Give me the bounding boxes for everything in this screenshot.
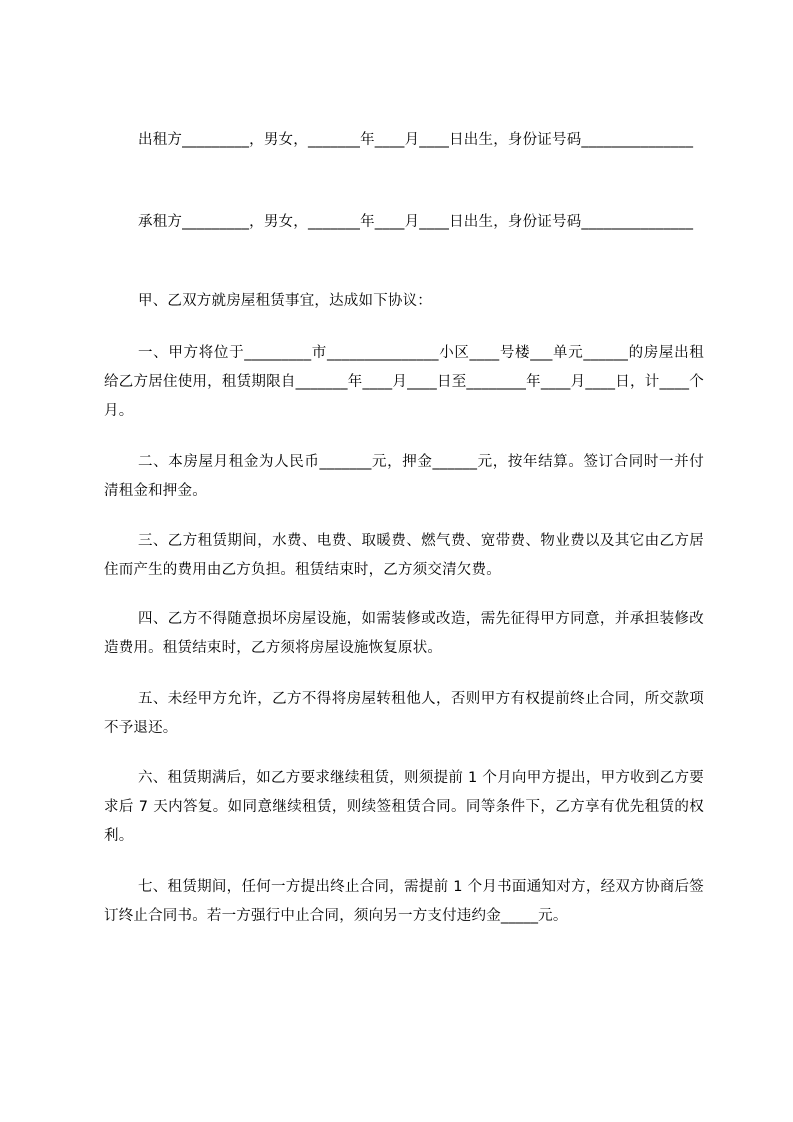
clause-3-paragraph: 三、乙方租赁期间，水费、电费、取暖费、燃气费、宽带费、物业费以及其它由乙方居住而产生的费用由乙方负担。租赁结束时，乙方须交清欠费。 xyxy=(104,533,704,578)
lessee-info-paragraph: 承租方_________，男女，_______年____月____日出生，身份证号码_______________ xyxy=(138,214,694,230)
lessor-info-paragraph: 出租方_________，男女，_______年____月____日出生，身份证号码_______________ xyxy=(138,132,694,148)
clause-5-paragraph: 五、未经甲方允许，乙方不得将房屋转租他人，否则甲方有权提前终止合同，所交款项不予退还。 xyxy=(104,691,704,736)
clause-2-paragraph: 二、本房屋月租金为人民币_______元，押金______元，按年结算。签订合同时一并付清租金和押金。 xyxy=(104,454,704,499)
agreement-intro-paragraph: 甲、乙双方就房屋租赁事宜，达成如下协议： xyxy=(138,293,432,309)
clause-7-paragraph: 七、租赁期间，任何一方提出终止合同，需提前 1 个月书面通知对方，经双方协商后签订终止合同书。若一方强行中止合同，须向另一方支付违约金_____元。 xyxy=(104,879,704,924)
clause-6-paragraph: 六、租赁期满后，如乙方要求继续租赁，则须提前 1 个月向甲方提出，甲方收到乙方要求后 7 天内答复。如同意继续租赁，则续签租赁合同。同等条件下，乙方享有优先租赁的权利。 xyxy=(104,770,704,844)
clause-1-paragraph: 一、甲方将位于_________市_______________小区____号楼___单元______的房屋出租给乙方居住使用，租赁期限自_______年____月____日至________年____月____日，计____个月。 xyxy=(104,345,704,419)
clause-4-paragraph: 四、乙方不得随意损坏房屋设施，如需装修或改造，需先征得甲方同意，并承担装修改造费用。租赁结束时，乙方须将房屋设施恢复原状。 xyxy=(104,611,704,656)
